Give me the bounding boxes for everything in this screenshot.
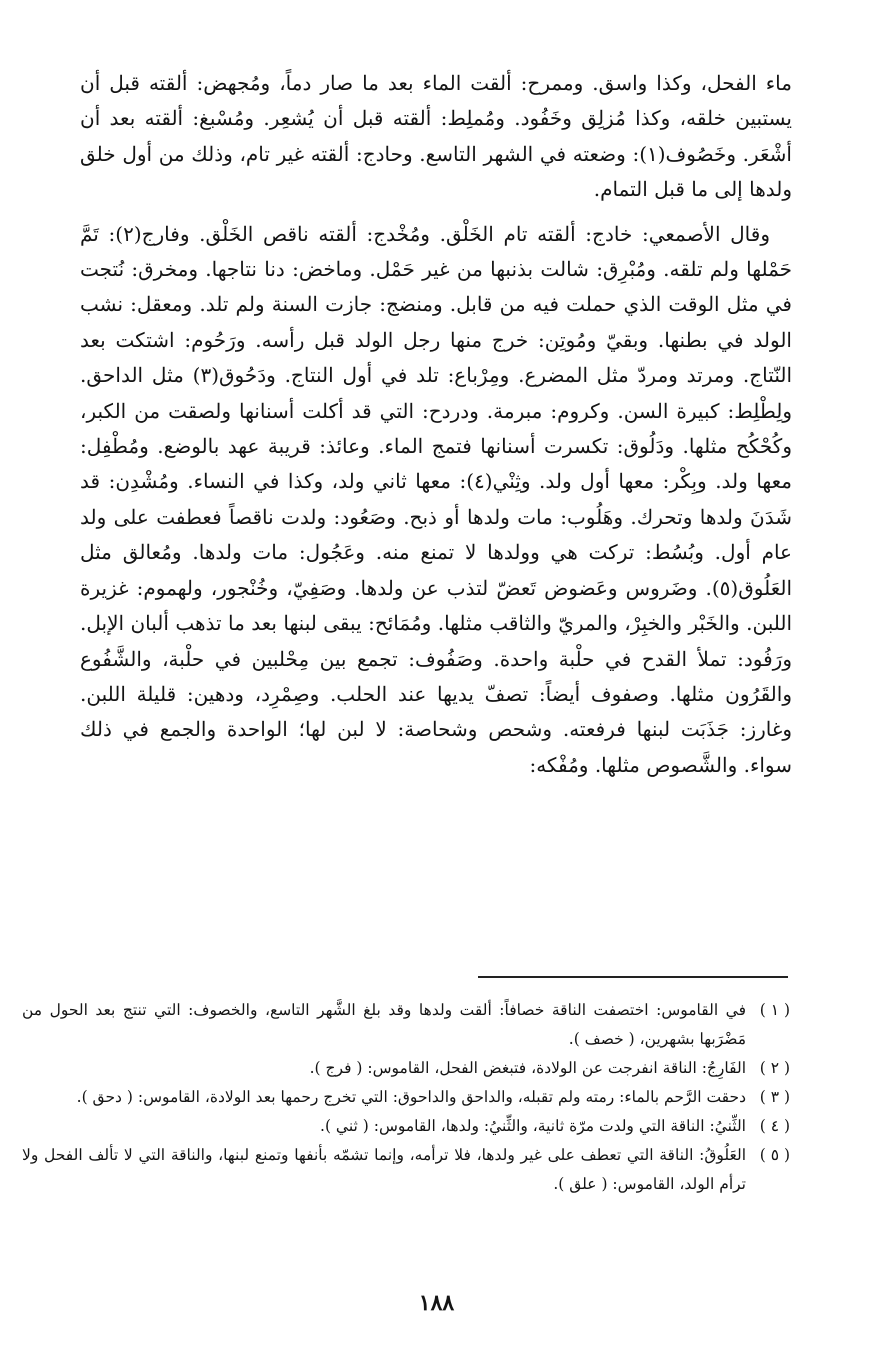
footnotes	[22, 996, 790, 1199]
footnote-divider	[478, 976, 788, 978]
footnote-number: ( ٢ )	[759, 1059, 790, 1077]
paragraph-2: وقال الأصمعي: خادج: ألقته تام الخَلْق. ومُخْدج: ألقته ناقص الخَلْق. وفارج(٢): تَمَّ حَمْلها ولم تلقه. ومُبْرِق: شالت بذنبها من غير حَمْل. وماخض: دنا نتاجها. ومخرق: نُتجت في مثل الوقت الذي حملت فيه من قابل. ومنضج: جازت السنة ولم تلد. ومعقل: نشب الولد في بطنها. وبقيّ ومُوتِن: خرج منها رجل الولد قبل رأسه. ورَحُوم: اشتكت بعد النّتاج. ومرتد ومردّ مثل المضرع. ومِرْباع: تلد في أول النتاج. ودَحُوق(٣) مثل الداحق. ولِطْلِط: كبيرة السن. وكروم: مبرمة. ودردح: التي قد أكلت أسنانها ولصقت من الكبر، وكُحْكُح مثلها. ودَلُوق: تكسرت أسنانها فتمج الماء. وعائذ: قريبة عهد بالوضع. ومُطْفِل: معها ولد. وبِكْر: معها أول ولد. وثِنْي(٤): معها ثاني ولد، وكذا في النساء. ومُشْدِن: قد شَدَنَ ولدها وتحرك. وهَلُوب: مات ولدها أو ذبح. وصَعُود: ولدت ناقصاً فعطفت على ولد عام أول. وبُسُط: تركت هي وولدها لا تمنع منه. وعَجُول: مات ولدها. ومُعالق مثل العَلُوق(٥). وضَروس وعَضوض تَعضّ لتذب عن ولدها. وصَفِيّ، وخُنْجور، ولهموم: غزيرة اللبن. والخَبْر والخبِرْ، والمريّ والثاقب مثلها. ومُمَائح: يبقى لبنها بعد ما تذهب ألبان الإبل. ورَفُود: تملأ القدح في حلْبة واحدة. وصَفُوف: تجمع بين مِحْلبين في حلْبة، والشَّفُوع والقَرُون مثلها. وصفوف أيضاً: تصفّ يديها عند الحلب. وصِمْرِد، ودهين: قليلة اللبن. وغارز: جَذَبَت لبنها فرفعته. وشحص وشحاصة: لا لبن لها؛ الواحدة والجمع في ذلك سواء. والشَّصوص مثلها. ومُفْكه:	[80, 221, 792, 777]
footnote-text: الثِّنيُ: الناقة التي ولدت مرّة ثانية، والثِّنيُ: ولدها، القاموس: ( ثني ).	[320, 1117, 746, 1135]
footnote-2	[22, 1054, 790, 1083]
footnote-number: ( ١ )	[759, 1001, 790, 1019]
footnote-text: في القاموس: اختصفت الناقة خصافاً: ألقت ولدها وقد بلغ الشَّهر التاسع، والخصوف: التي تنتج بعد الحول من مَضْرَبها بشهرين، ( خصف ).	[22, 1001, 746, 1048]
footnote-text: العَلُوقُ: الناقة التي تعطف على غير ولدها، فلا ترأمه، وإنما تشمّه بأنفها وتمنع لبنها، والناقة التي لا تألف الفحل ولا ترأم الولد، القاموس: ( علق ).	[22, 1146, 746, 1193]
footnote-1	[22, 996, 790, 1054]
footnote-4	[22, 1112, 790, 1141]
footnote-text: دحقت الرَّحم بالماء: رمته ولم تقبله، والداحق والداحوق: التي تخرج رحمها بعد الولادة، القاموس: ( دحق ).	[76, 1088, 746, 1106]
paragraph-1: ماء الفحل، وكذا واسق. وممرح: ألقت الماء بعد ما صار دماً، ومُجهض: ألقته قبل أن يستبين خلقه، وكذا مُزلِق وخَفُود. ومُملِط: ألقته قبل أن يُشعِر. ومُسْبغ: ألقته بعد أن أشْعَر. وخَصُوف(١): وضعته في الشهر التاسع. وحادج: ألقته غير تام، وذلك من أول خلق ولدها إلى ما قبل التمام.	[80, 71, 792, 202]
footnote-5	[22, 1141, 790, 1199]
page-number: ١٨٨	[418, 1290, 455, 1316]
footnote-number: ( ٤ )	[759, 1117, 790, 1135]
footnote-number: ( ٥ )	[759, 1146, 790, 1164]
footnote-number: ( ٣ )	[759, 1088, 790, 1106]
footnote-3	[22, 1083, 790, 1112]
main-text	[80, 66, 792, 783]
footnote-text: الفَارِجُ: الناقة انفرجت عن الولادة، فتبغض الفحل، القاموس: ( فرج ).	[309, 1059, 746, 1077]
